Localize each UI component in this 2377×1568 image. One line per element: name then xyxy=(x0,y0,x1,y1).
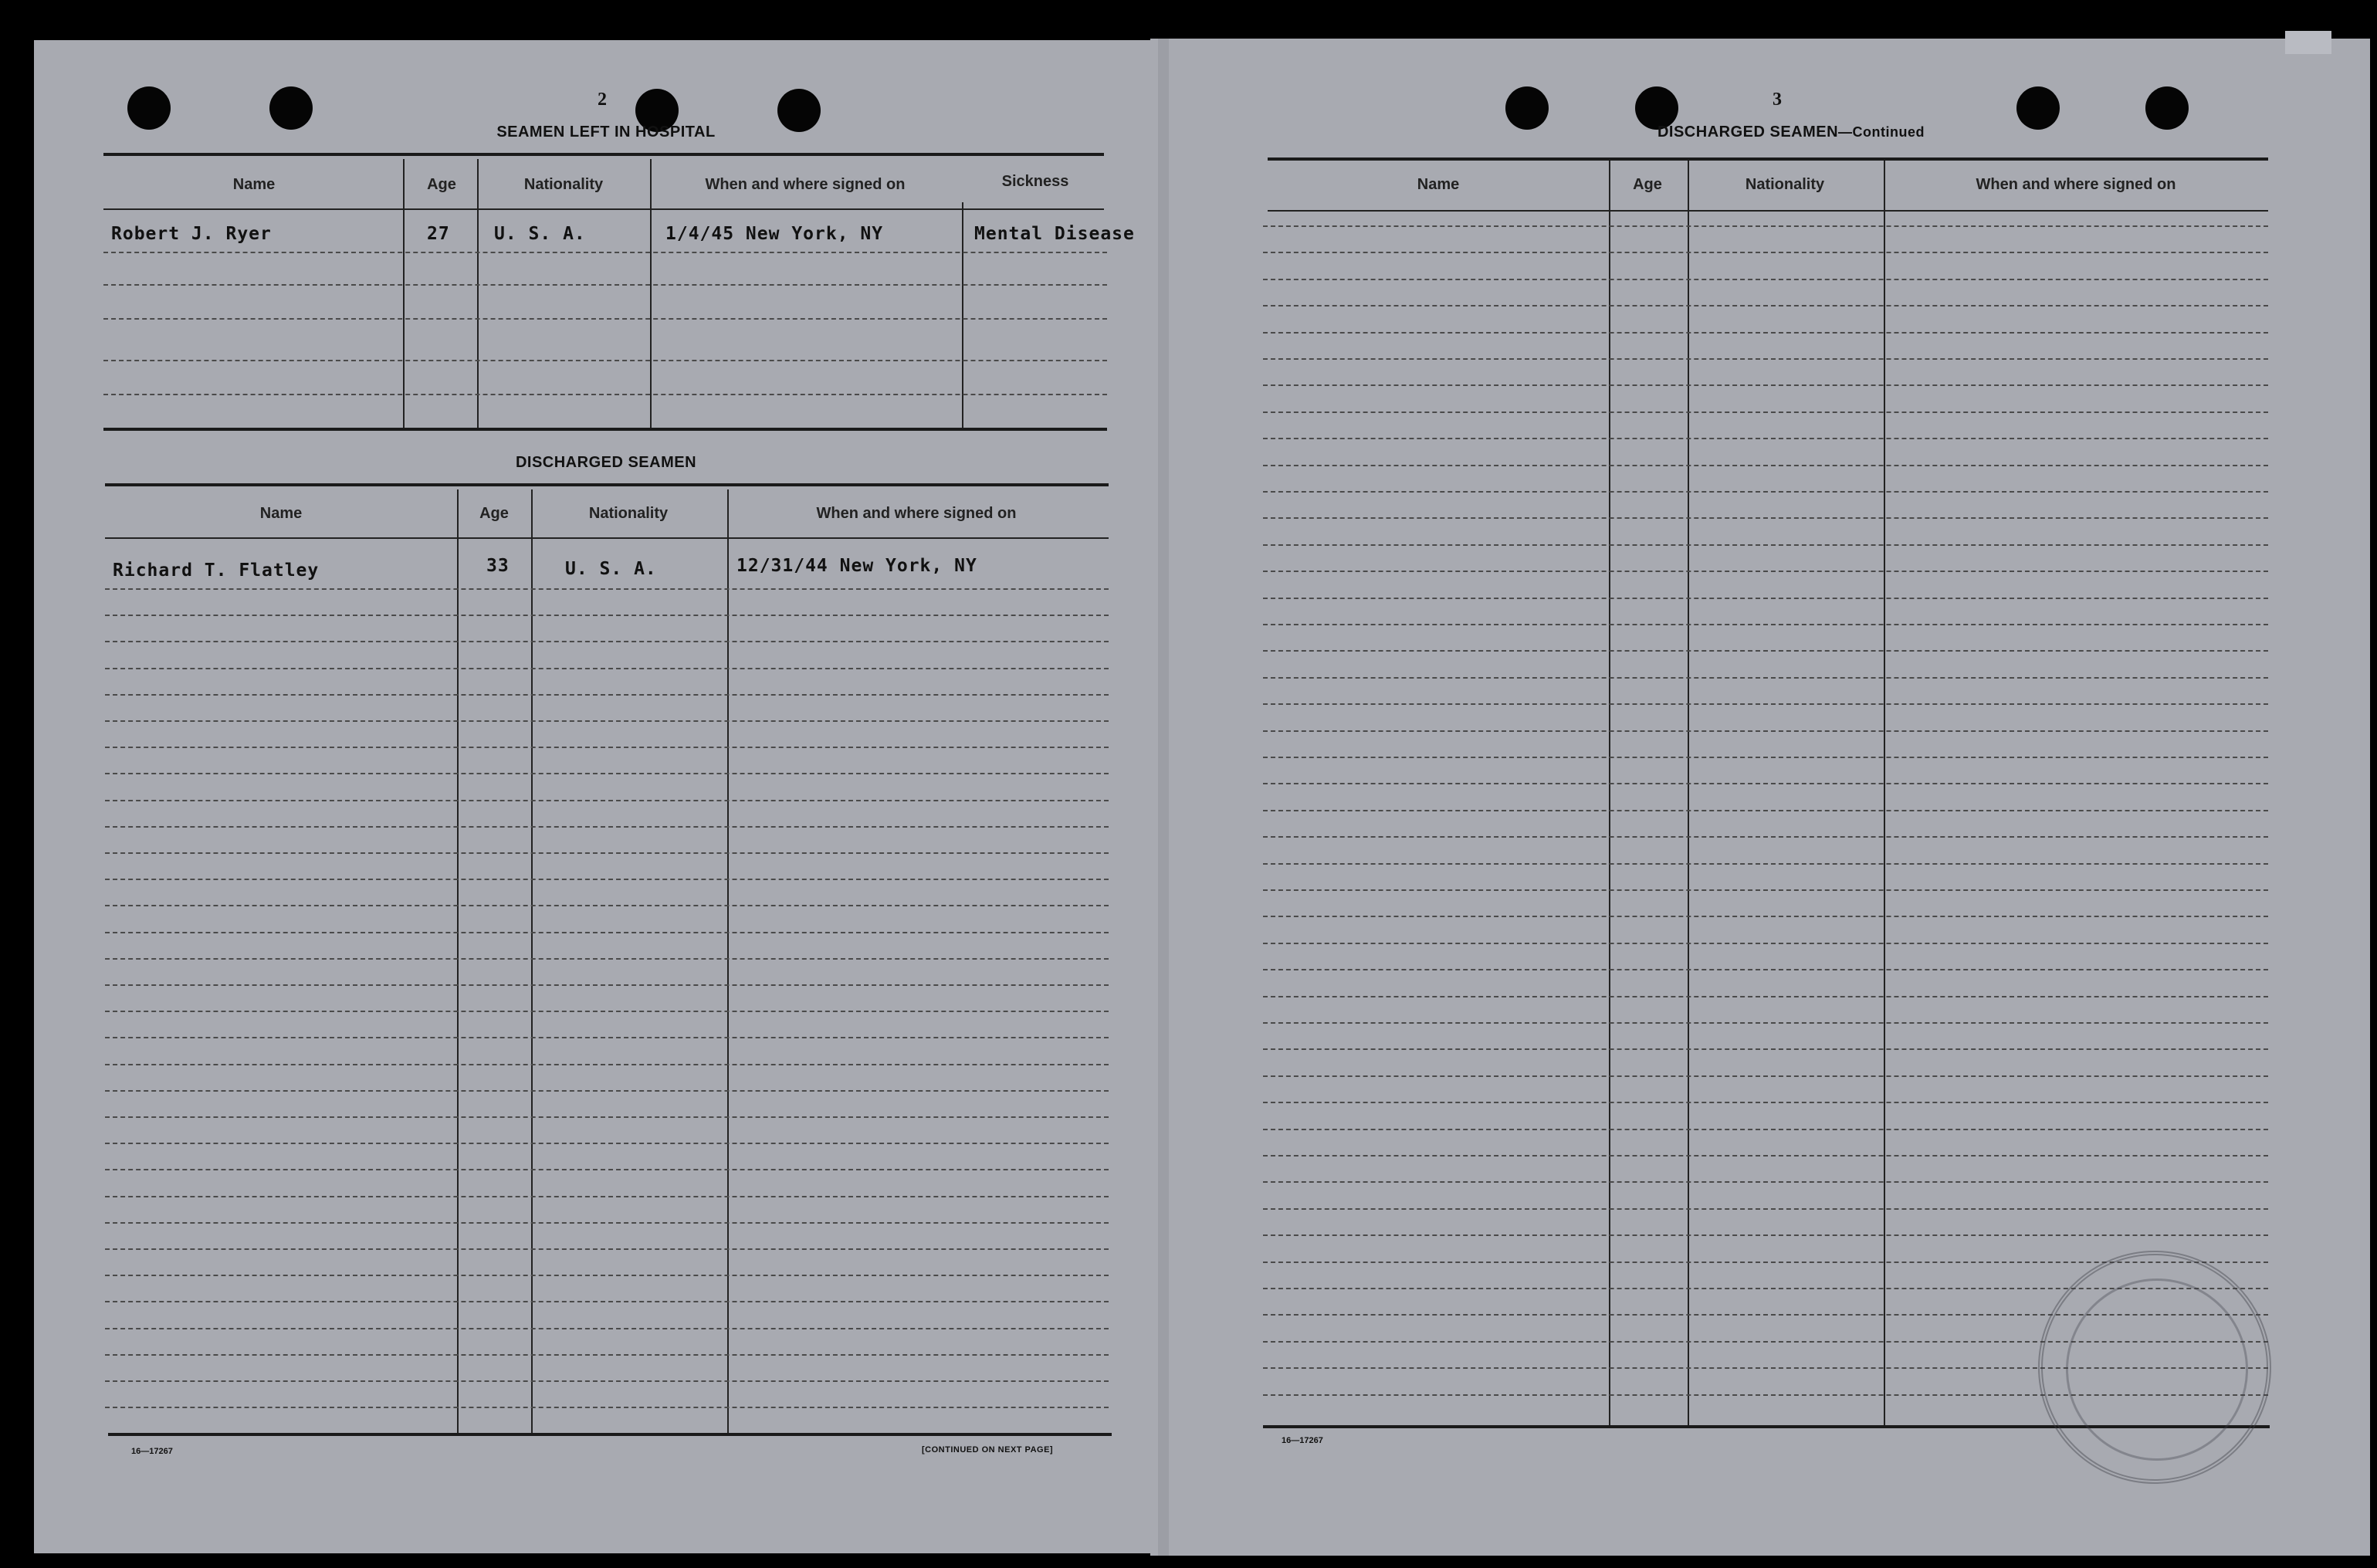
hospital-row-age: 27 xyxy=(427,224,450,244)
discharged-row-signed-on: 12/31/44 New York, NY xyxy=(736,556,977,576)
hospital-row-nationality: U. S. A. xyxy=(494,224,586,244)
row-line xyxy=(1263,1234,2268,1236)
column-divider xyxy=(403,159,405,429)
row-line xyxy=(105,747,1109,748)
row-line xyxy=(1263,225,2268,227)
row-line xyxy=(105,720,1109,722)
row-line xyxy=(1263,889,2268,891)
table-bottom-rule xyxy=(103,428,1107,431)
row-line xyxy=(1263,384,2268,386)
row-line xyxy=(105,958,1109,960)
row-line xyxy=(105,1090,1109,1092)
row-line xyxy=(1263,730,2268,732)
row-line xyxy=(1263,650,2268,652)
punch-hole xyxy=(2016,86,2060,130)
col-header-signed-on: When and where signed on xyxy=(816,505,1017,522)
row-line xyxy=(103,252,1107,253)
form-number: 16—17267 xyxy=(131,1447,173,1456)
stamp-inner-ring xyxy=(2066,1278,2248,1461)
row-line xyxy=(1263,279,2268,280)
continued-note: [CONTINUED ON NEXT PAGE] xyxy=(922,1445,1054,1455)
table-top-rule xyxy=(105,483,1109,486)
row-line xyxy=(1263,677,2268,679)
discharged-row-age: 33 xyxy=(486,556,510,576)
row-line xyxy=(1263,305,2268,306)
row-line xyxy=(1263,703,2268,705)
row-line xyxy=(1263,1075,2268,1077)
punch-hole xyxy=(269,86,313,130)
table-top-rule xyxy=(103,153,1104,156)
hospital-row-signed-on: 1/4/45 New York, NY xyxy=(665,224,884,244)
hospital-row-sickness: Mental Disease xyxy=(974,224,1135,244)
row-line xyxy=(1263,411,2268,413)
row-line xyxy=(103,360,1107,361)
form-number: 16—17267 xyxy=(1282,1436,1323,1445)
row-line xyxy=(1263,438,2268,439)
row-line xyxy=(1263,1102,2268,1103)
row-line xyxy=(105,641,1109,642)
paper-tab xyxy=(2285,31,2331,54)
table-bottom-rule xyxy=(108,1433,1112,1436)
column-divider xyxy=(531,489,533,1436)
title-suffix: —Continued xyxy=(1838,124,1925,140)
row-line xyxy=(1263,598,2268,599)
col-header-age: Age xyxy=(427,176,456,193)
punch-hole xyxy=(127,86,171,130)
header-rule xyxy=(103,208,1104,210)
header-rule xyxy=(1268,210,2268,212)
row-line xyxy=(105,1328,1109,1329)
row-line xyxy=(105,1380,1109,1382)
row-line xyxy=(105,1354,1109,1356)
row-line xyxy=(1263,1181,2268,1183)
row-line xyxy=(105,1275,1109,1276)
col-header-sickness: Sickness xyxy=(1001,173,1069,190)
col-header-age: Age xyxy=(1633,176,1662,193)
hospital-row-name: Robert J. Ryer xyxy=(111,224,272,244)
page-gutter xyxy=(1158,39,1169,1556)
column-divider xyxy=(477,159,479,429)
row-line xyxy=(1263,1208,2268,1210)
row-line xyxy=(105,1407,1109,1408)
hospital-section-title: SEAMEN LEFT IN HOSPITAL xyxy=(496,124,716,141)
column-divider xyxy=(1688,161,1689,1427)
row-line xyxy=(105,1222,1109,1224)
row-line xyxy=(105,1064,1109,1065)
row-line xyxy=(105,694,1109,696)
column-divider xyxy=(1609,161,1610,1427)
row-line xyxy=(105,1169,1109,1170)
row-line xyxy=(105,773,1109,774)
row-line xyxy=(1263,1048,2268,1050)
row-line xyxy=(1263,491,2268,493)
row-line xyxy=(1263,544,2268,546)
row-line xyxy=(1263,783,2268,784)
column-divider xyxy=(457,489,459,1436)
row-line xyxy=(1263,517,2268,519)
row-line xyxy=(105,1301,1109,1302)
row-line xyxy=(105,984,1109,986)
row-line xyxy=(105,905,1109,906)
column-divider xyxy=(1884,161,1885,1427)
punch-hole xyxy=(777,89,821,132)
col-header-nationality: Nationality xyxy=(1745,176,1825,193)
page-number: 2 xyxy=(598,90,607,110)
row-line xyxy=(105,932,1109,933)
row-line xyxy=(105,588,1109,590)
left-page xyxy=(34,40,1183,1553)
row-line xyxy=(1263,757,2268,758)
discharged-row-name: Richard T. Flatley xyxy=(113,560,320,581)
row-line xyxy=(105,1196,1109,1197)
col-header-age: Age xyxy=(479,505,509,522)
row-line xyxy=(105,1116,1109,1118)
row-line xyxy=(1263,836,2268,838)
row-line xyxy=(1263,571,2268,572)
col-header-nationality: Nationality xyxy=(588,505,669,522)
discharged-section-title: DISCHARGED SEAMEN xyxy=(515,454,697,471)
row-line xyxy=(105,800,1109,801)
row-line xyxy=(105,1143,1109,1144)
row-line xyxy=(1263,863,2268,865)
row-line xyxy=(1263,358,2268,360)
row-line xyxy=(1263,943,2268,944)
column-divider xyxy=(727,489,729,1436)
col-header-signed-on: When and where signed on xyxy=(1976,176,2176,193)
row-line xyxy=(1263,332,2268,334)
row-line xyxy=(105,852,1109,854)
row-line xyxy=(1263,1129,2268,1130)
col-header-name: Name xyxy=(232,176,276,193)
row-line xyxy=(1263,252,2268,253)
page-number: 3 xyxy=(1773,90,1782,110)
col-header-name: Name xyxy=(1417,176,1460,193)
row-line xyxy=(103,318,1107,320)
row-line xyxy=(105,668,1109,669)
table-top-rule xyxy=(1268,157,2268,161)
discharged-row-nationality: U. S. A. xyxy=(565,559,657,579)
row-line xyxy=(1263,1022,2268,1024)
row-line xyxy=(1263,916,2268,917)
row-line xyxy=(103,284,1107,286)
immigration-stamp-icon xyxy=(2038,1251,2271,1484)
punch-hole xyxy=(2145,86,2189,130)
title-main: DISCHARGED SEAMEN xyxy=(1657,124,1839,141)
row-line xyxy=(103,394,1107,395)
row-line xyxy=(1263,465,2268,466)
column-divider xyxy=(650,159,652,429)
row-line xyxy=(1263,1155,2268,1157)
row-line xyxy=(1263,810,2268,811)
col-header-signed-on: When and where signed on xyxy=(705,176,906,193)
punch-hole xyxy=(1505,86,1549,130)
header-rule xyxy=(105,537,1109,539)
row-line xyxy=(1263,969,2268,970)
col-header-nationality: Nationality xyxy=(523,176,604,193)
row-line xyxy=(105,615,1109,616)
row-line xyxy=(105,1011,1109,1012)
row-line xyxy=(105,826,1109,828)
col-header-name: Name xyxy=(259,505,303,522)
row-line xyxy=(1263,624,2268,625)
row-line xyxy=(105,879,1109,880)
row-line xyxy=(1263,996,2268,997)
row-line xyxy=(105,1037,1109,1038)
discharged-continued-title xyxy=(1590,124,1992,141)
row-line xyxy=(105,1248,1109,1250)
